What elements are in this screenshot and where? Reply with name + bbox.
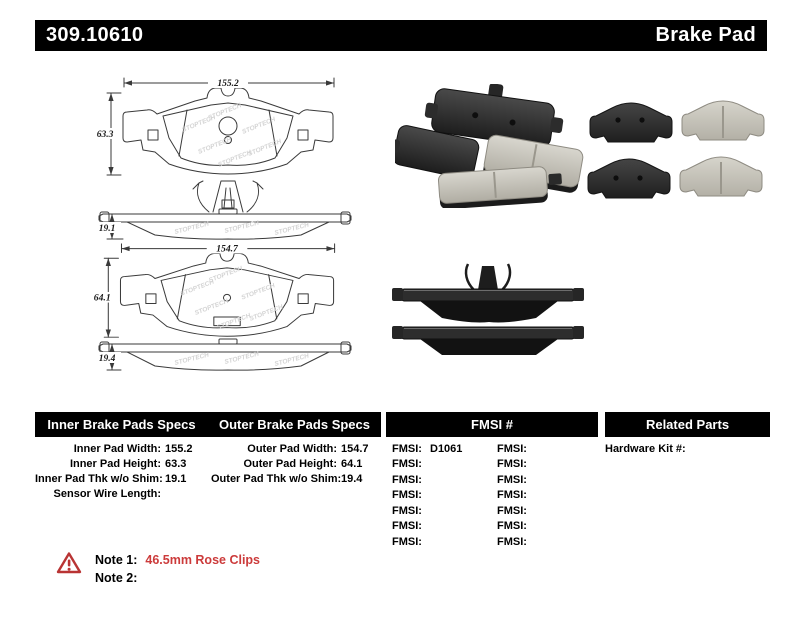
svg-text:STOPTECH: STOPTECH bbox=[223, 350, 260, 366]
table-row: FMSI: bbox=[392, 535, 422, 548]
brake-pads-angled-photo bbox=[395, 84, 590, 208]
notes-section bbox=[95, 551, 260, 587]
table-row: Outer Pad Width: 154.7 bbox=[247, 442, 369, 455]
warning-icon bbox=[56, 551, 82, 575]
inner-pad-top-diagram bbox=[90, 178, 362, 240]
inner-specs-title: Inner Brake Pads Specs bbox=[47, 417, 196, 432]
related-parts-table bbox=[605, 441, 691, 457]
svg-text:STOPTECH: STOPTECH bbox=[197, 136, 233, 156]
svg-text:STOPTECH: STOPTECH bbox=[247, 138, 283, 158]
header-bar bbox=[35, 20, 767, 51]
svg-text:STOPTECH: STOPTECH bbox=[207, 265, 244, 285]
table-row: Sensor Wire Length: bbox=[53, 488, 161, 501]
table-row: Outer Pad Thk w/o Shim: 19.4 bbox=[211, 472, 363, 485]
dim-outer-height: 64.1 bbox=[93, 293, 111, 304]
brake-pads-edge-photo bbox=[390, 230, 585, 355]
outer-specs-title: Outer Brake Pads Specs bbox=[218, 417, 371, 432]
svg-text:STOPTECH: STOPTECH bbox=[217, 149, 253, 169]
note-1 bbox=[95, 551, 260, 569]
fmsi-table-left bbox=[392, 441, 462, 550]
svg-text:STOPTECH: STOPTECH bbox=[240, 282, 277, 302]
table-row: FMSI: bbox=[497, 520, 527, 533]
svg-text:STOPTECH: STOPTECH bbox=[173, 220, 210, 236]
related-parts-header-bar bbox=[605, 412, 770, 437]
outer-pad-top-diagram bbox=[90, 338, 362, 374]
table-row: Hardware Kit #: bbox=[605, 442, 686, 455]
table-row: FMSI: bbox=[497, 458, 527, 471]
inner-pad-front-diagram bbox=[90, 74, 362, 180]
table-row: FMSI: bbox=[392, 473, 422, 486]
inner-specs-table bbox=[35, 441, 193, 502]
fmsi-title: FMSI # bbox=[471, 417, 513, 432]
svg-text:STOPTECH: STOPTECH bbox=[273, 352, 310, 368]
table-row: FMSI: bbox=[497, 504, 527, 517]
fmsi-header-bar bbox=[386, 412, 598, 437]
table-row: FMSI: bbox=[392, 520, 422, 533]
note-2-label: Note 2: bbox=[95, 571, 138, 585]
product-type: Brake Pad bbox=[655, 24, 756, 46]
table-row: FMSI: bbox=[392, 489, 422, 502]
svg-text:STOPTECH: STOPTECH bbox=[215, 312, 252, 332]
part-number: 309.10610 bbox=[46, 24, 144, 46]
note-1-label: Note 1: bbox=[95, 553, 138, 567]
note-2 bbox=[95, 569, 260, 587]
table-row: FMSI: bbox=[497, 535, 527, 548]
dim-outer-thickness: 19.4 bbox=[98, 354, 116, 364]
dim-outer-width: 154.7 bbox=[216, 244, 238, 255]
dim-inner-thickness: 19.1 bbox=[98, 224, 116, 234]
related-parts-title: Related Parts bbox=[645, 417, 730, 432]
specs-header-bar bbox=[35, 412, 381, 437]
fmsi-table-right bbox=[497, 441, 535, 550]
table-row: FMSI: D1061 bbox=[392, 442, 463, 455]
svg-text:STOPTECH: STOPTECH bbox=[181, 114, 217, 134]
table-row: FMSI: bbox=[497, 442, 527, 455]
dim-inner-height: 63.3 bbox=[96, 130, 114, 140]
note-1-value: 46.5mm Rose Clips bbox=[145, 553, 261, 567]
table-row: Inner Pad Height: 63.3 bbox=[69, 457, 187, 470]
table-row: Outer Pad Height: 64.1 bbox=[243, 457, 363, 470]
svg-text:STOPTECH: STOPTECH bbox=[223, 219, 260, 235]
svg-text:STOPTECH: STOPTECH bbox=[241, 116, 277, 136]
svg-text:STOPTECH: STOPTECH bbox=[193, 297, 230, 317]
brake-pads-flat-photo bbox=[585, 94, 767, 202]
table-row: Inner Pad Width: 155.2 bbox=[73, 442, 193, 455]
table-row: FMSI: bbox=[392, 504, 422, 517]
svg-text:STOPTECH: STOPTECH bbox=[248, 303, 285, 323]
outer-pad-front-diagram bbox=[88, 240, 362, 342]
table-row: Inner Pad Thk w/o Shim: 19.1 bbox=[35, 472, 187, 485]
table-row: FMSI: bbox=[497, 489, 527, 502]
table-row: FMSI: bbox=[392, 458, 422, 471]
dim-inner-width: 155.2 bbox=[217, 79, 239, 89]
stoptech-watermark bbox=[181, 102, 283, 169]
svg-text:STOPTECH: STOPTECH bbox=[179, 278, 216, 298]
svg-text:STOPTECH: STOPTECH bbox=[173, 351, 210, 367]
svg-text:STOPTECH: STOPTECH bbox=[273, 221, 310, 237]
table-row: FMSI: bbox=[497, 473, 527, 486]
outer-specs-table bbox=[211, 441, 369, 487]
svg-text:STOPTECH: STOPTECH bbox=[207, 102, 243, 122]
